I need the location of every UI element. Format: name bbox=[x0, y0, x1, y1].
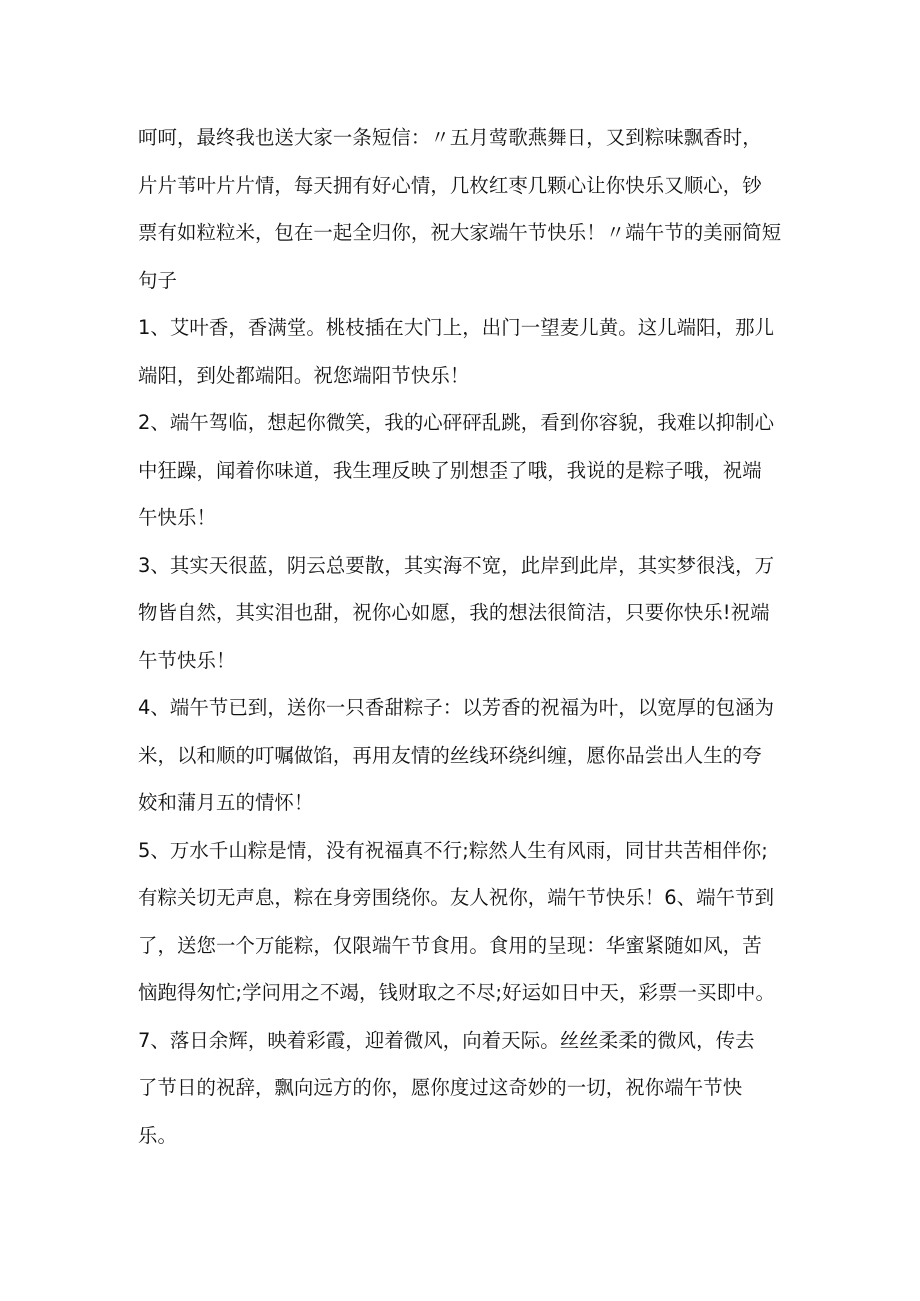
text-line: 有粽关切无声息，粽在身旁围绕你。友人祝你，端午节快乐！6、端午节到 bbox=[138, 886, 775, 909]
text-line: 4、端午节已到，送你一只香甜粽子：以芳香的祝福为叶，以宽厚的包涵为 bbox=[138, 696, 775, 719]
text-line: 姣和蒲月五的情怀！ bbox=[138, 791, 314, 814]
text-line: 了节日的祝辞，飘向远方的你，愿你度过这奇妙的一切，祝你端午节快 bbox=[138, 1076, 743, 1099]
text-line: 了，送您一个万能粽，仅限端午节食用。食用的呈现：华蜜紧随如风，苦 bbox=[138, 933, 762, 957]
text-line: 物皆自然，其实泪也甜，祝你心如愿，我的想法很简洁，只要你快乐!祝端 bbox=[138, 601, 770, 624]
text-line: 午节快乐！ bbox=[138, 648, 236, 672]
text-line: 5、万水千山粽是情，没有祝福真不行;粽然人生有风雨，同甘共苦相伴你; bbox=[138, 838, 768, 862]
text-line: 句子 bbox=[138, 268, 177, 292]
text-line: 2、端午驾临，想起你微笑，我的心砰砰乱跳，看到你容貌，我难以抑制心 bbox=[138, 411, 775, 434]
text-line: 恼跑得匆忙;学问用之不竭，钱财取之不尽;好运如日中天，彩票一买即中。 bbox=[138, 981, 775, 1004]
text-line: 1、艾叶香，香满堂。桃枝插在大门上，出门一望麦儿黄。这儿端阳，那儿 bbox=[138, 316, 775, 339]
text-line: 端阳，到处都端阳。祝您端阳节快乐！ bbox=[138, 363, 470, 387]
text-line: 呵呵，最终我也送大家一条短信：〃五月莺歌燕舞日，又到粽味飘香时， bbox=[138, 126, 762, 149]
text-line: 午快乐！ bbox=[138, 506, 216, 529]
text-line: 7、落日余辉，映着彩霞，迎着微风，向着天际。丝丝柔柔的微风，传去 bbox=[138, 1028, 755, 1052]
text-line: 中狂躁，闻着你味道，我生理反映了别想歪了哦，我说的是粽子哦，祝端 bbox=[138, 458, 762, 482]
text-line: 片片苇叶片片情，每天拥有好心情，几枚红枣几颗心让你快乐又顺心，钞 bbox=[138, 173, 762, 197]
text-line: 乐。 bbox=[138, 1123, 177, 1147]
text-line: 3、其实天很蓝，阴云总要散，其实海不宽，此岸到此岸，其实梦很浅，万 bbox=[138, 553, 775, 577]
text-line: 票有如粒粒米，包在一起全归你，祝大家端午节快乐！〃端午节的美丽简短 bbox=[138, 221, 782, 244]
text-line: 米，以和顺的叮嘱做馅，再用友情的丝线环绕纠缠，愿你品尝出人生的夸 bbox=[138, 743, 762, 767]
document-body bbox=[138, 114, 798, 1159]
